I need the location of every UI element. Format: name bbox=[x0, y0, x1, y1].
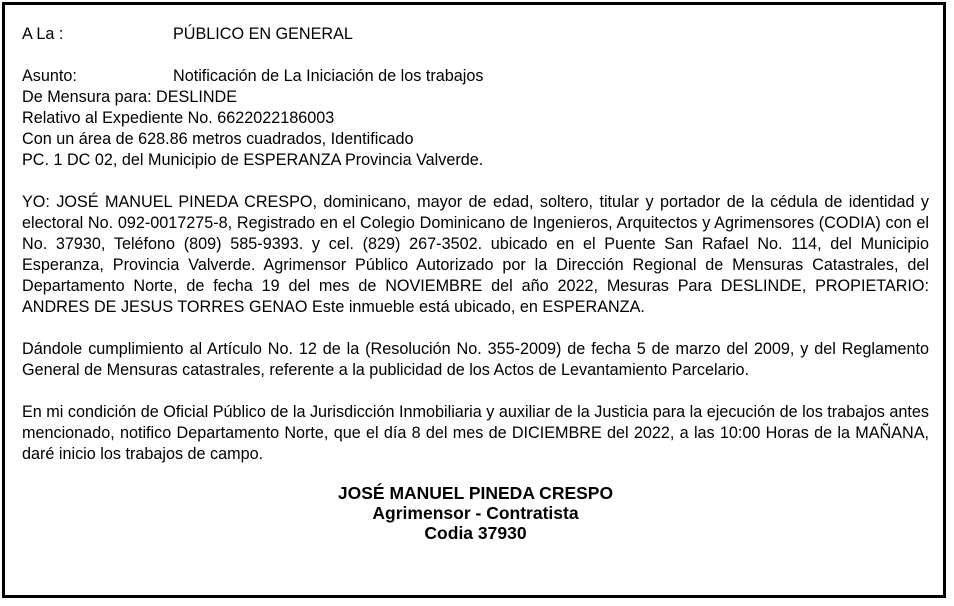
survey-type-line: De Mensura para: DESLINDE bbox=[22, 88, 238, 106]
spacer bbox=[22, 381, 929, 402]
spacer bbox=[22, 45, 929, 66]
area-line: Con un área de 628.86 metros cuadrados, Identificado bbox=[22, 130, 414, 148]
subject-label: Asunto: bbox=[22, 67, 77, 85]
addressee-value: PÚBLICO EN GENERAL bbox=[173, 25, 353, 43]
addressee-label: A La : bbox=[22, 25, 64, 43]
signature-name: JOSÉ MANUEL PINEDA CRESPO bbox=[337, 483, 614, 503]
file-number-line: Relativo al Expediente No. 6622022186003 bbox=[22, 109, 335, 127]
parcel-line: PC. 1 DC 02, del Municipio de ESPERANZA Provincia Valverde. bbox=[22, 151, 484, 169]
spacer bbox=[22, 318, 929, 339]
notification-paragraph: En mi condición de Oficial Público de la Jurisdicción Inmobiliaria y auxiliar de la Justicia para la ejecución de los trabajos antes mencionado, notifico Departamento Norte, que el día 8 del mes de DICIEMBRE del 2022, a las 10:00 Horas de la MAÑANA, daré inicio los trabajos de campo. bbox=[22, 403, 929, 463]
subject-row bbox=[22, 66, 929, 87]
legal-basis-paragraph: Dándole cumplimiento al Artículo No. 12 de la (Resolución No. 355-2009) de fecha 5 de marzo del 2009, y del Reglamento General de Mensuras catastrales, referente a la publicidad de los Actos de Levantamiento Parcelario. bbox=[22, 340, 929, 379]
addressee-row bbox=[22, 24, 929, 45]
subject-value: Notificación de La Iniciación de los trabajos bbox=[173, 67, 484, 85]
notice-body bbox=[22, 24, 929, 543]
spacer bbox=[22, 171, 929, 192]
surveyor-paragraph: YO: JOSÉ MANUEL PINEDA CRESPO, dominicano, mayor de edad, soltero, titular y portador de la cédula de identidad y electoral No. 092-0017275-8, Registrado en el Colegio Dominicano de Ingenieros, Arquitectos y Agrimensores (CODIA) con el No. 37930, Teléfono (809) 585-9393. y cel. (829) 267-3502. ubicado en el Puente San Rafael No. 114, del Municipio Esperanza, Provincia Valverde. Agrimensor Público Autorizado por la Dirección Regional de Mensuras Catastrales, del Departamento Norte, de fecha 19 del mes de NOVIEMBRE del año 2022, Mesuras Para DESLINDE, PROPIETARIO: ANDRES DE JESUS TORRES GENAO Este inmueble está ubicado, en ESPERANZA. bbox=[22, 193, 929, 316]
public-notice bbox=[2, 2, 946, 598]
signature-code: Codia 37930 bbox=[424, 523, 527, 543]
signature-block bbox=[22, 483, 929, 543]
signature-title: Agrimensor - Contratista bbox=[372, 503, 579, 523]
